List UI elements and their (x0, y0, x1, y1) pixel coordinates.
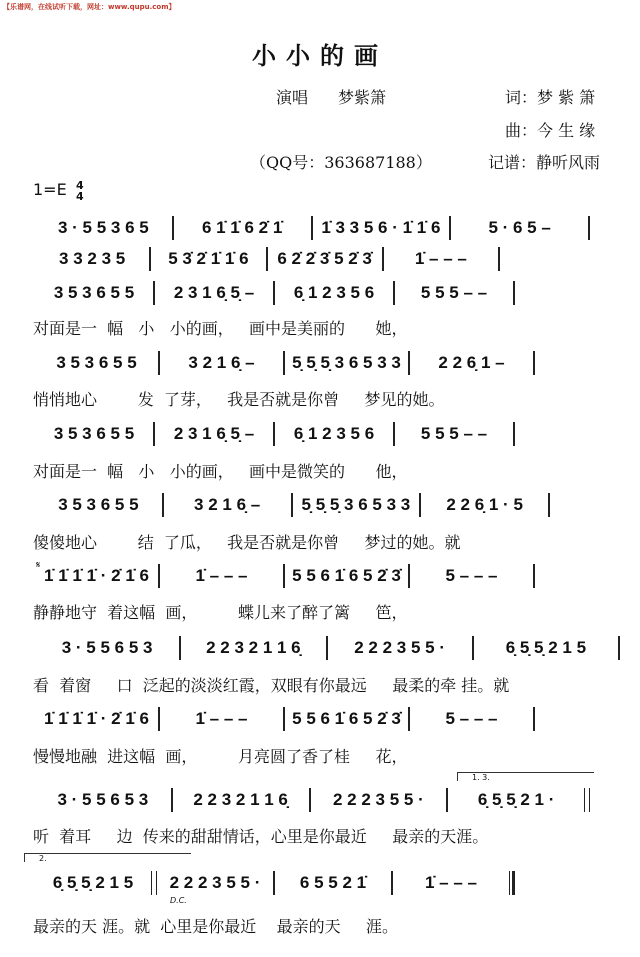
time-signature (76, 180, 84, 202)
measure: 1̇ 1̇ 1̇ 1̇ · 2̇ 1̇ 6 (44, 709, 149, 728)
bar-line (509, 871, 515, 895)
lyric-line: 看 着窗 口 泛起的淡淡红霞，双眼有你最远 最柔的牵 挂。就 (33, 676, 510, 695)
measure: 2 2 2 3 5 5 · (354, 638, 445, 657)
measure: 6̣ 5̣ 5̣ 2 1 · (477, 790, 555, 809)
music-row (35, 215, 590, 241)
measure: 3 5 3 6 5 5 (56, 353, 137, 372)
music-row (35, 635, 620, 661)
lyric-line: 傻傻地心 结 了瓜， 我是否就是你曾 梦过的她。就 (33, 533, 461, 552)
measure: 5̣ 5̣ 5̣ 3 6 5 3 3 (292, 353, 401, 372)
time-sig-top: 4 (76, 179, 84, 192)
bar-line (548, 493, 550, 517)
measure: 2 2 3 2 1 1 6̣ (206, 638, 301, 657)
measure: 5 5 6 1̇ 6 5 2̇ 3̇ (292, 566, 401, 585)
measure: 5 3̇ 2̇ 1̇ 1̇ 6 (168, 249, 249, 268)
music-row (35, 246, 500, 272)
measure: 1̇ – – – (195, 709, 248, 728)
composer: 曲：今 生 缘 (505, 121, 596, 140)
measure: 2 2 2 3 5 5 · (333, 790, 424, 809)
music-row (35, 421, 515, 447)
measure: 5 5 6 1̇ 6 5 2̇ 3̇ (292, 709, 401, 728)
measure: 3 · 5 5 6 5 3 (61, 638, 153, 657)
da-capo-mark: D.C. (170, 896, 187, 905)
measure: 3 5 3 6 5 5 (53, 424, 135, 443)
measure: 2 2 6̣ 1 · 5 (446, 495, 523, 514)
lyric-line: 对面是一 幅 小 小的画， 画中是美丽的 她， (33, 319, 408, 338)
bar-line (533, 564, 535, 588)
singer: 梦紫箫 (338, 88, 387, 107)
bar-line (618, 636, 620, 660)
measure: 6̣ 1 2 3 5 6 (293, 283, 375, 302)
measure: 5 5 5 – – (420, 283, 488, 302)
qq-number: （QQ号：363687188） (250, 153, 432, 172)
music-row (35, 492, 550, 518)
measure: 1̇ – – – (414, 249, 467, 268)
lyric-line: 慢慢地融 进这幅 画， 月亮圆了香了桂 花， (33, 747, 408, 766)
bar-line (533, 351, 535, 375)
measure: 6 2̇ 2̇ 3̇ 5 2̇ 3̇ (277, 249, 372, 268)
measure: 3 5 3 6 5 5 (53, 283, 135, 302)
bar-line (513, 281, 515, 305)
singer-label: 演唱 (276, 88, 309, 107)
bar-line (584, 788, 590, 812)
measure: 6 5 5 2 1̇ (299, 873, 367, 892)
measure: 3 · 5 5 3 6 5 (58, 218, 149, 237)
lyric-line: 静静地守 着这幅 画， 蝶儿来了醉了篱 笆， (33, 603, 408, 622)
measure: 6̣ 5̣ 5̣ 2 1 5 (52, 873, 134, 892)
transcriber: 记谱：静听风雨 (488, 153, 601, 172)
measure: 3 · 5 5 6 5 3 (57, 790, 149, 809)
watermark: 【乐谱网，在线试听下载，网址：www.qupu.com】 (3, 3, 176, 11)
bar-line (498, 247, 500, 271)
music-row (35, 350, 535, 376)
key-signature: 1=E (33, 180, 67, 199)
measure: 5̣ 5̣ 5̣ 3 6 5 3 3 (301, 495, 411, 514)
segno-sign: 𝄋 (36, 560, 41, 571)
measure: 3 5 3 6 5 5 (58, 495, 139, 514)
bar-line (513, 422, 515, 446)
measure: 6 1̇ 1̇ 6 2̇ 1̇ (201, 218, 283, 237)
measure: 6̣ 5̣ 5̣ 2 1 5 (505, 638, 587, 657)
measure: 1̇ – – – (195, 566, 248, 585)
lyric-line: 对面是一 幅 小 小的画， 画中是微笑的 他， (33, 462, 408, 481)
lyricist: 词：梦 紫 箫 (505, 88, 596, 107)
measure: 2 2 2 3 5 5 · (169, 873, 261, 892)
measure: 5 – – – (445, 709, 498, 728)
time-sig-bottom: 4 (76, 190, 84, 203)
measure: 3 2 1 6̣ – (194, 495, 261, 514)
volta-2: 2. (24, 853, 191, 862)
measure: 5 · 6 5 – (488, 218, 551, 237)
music-row (35, 787, 590, 813)
song-title: 小小的画 (252, 41, 388, 70)
measure: 1̇ – – – (425, 873, 477, 892)
measure: 6̣ 1 2 3 5 6 (293, 424, 375, 443)
music-row (35, 870, 515, 896)
music-row (35, 706, 535, 732)
music-row (35, 563, 535, 589)
measure: 2 3 1 6̣ 5̣ – (173, 283, 255, 302)
measure: 2 2 3 2 1 1 6̣ (193, 790, 288, 809)
lyric-line: 听 着耳 边 传来的甜甜情话，心里是你最近 最亲的天涯。 (33, 827, 489, 846)
bar-line (588, 216, 590, 240)
measure: 3 3 2 3 5 (59, 249, 126, 268)
measure: 2 3 1 6̣ 5̣ – (173, 424, 255, 443)
lyric-line: 最亲的天 涯。就 心里是你最近 最亲的天 涯。 (33, 917, 399, 936)
measure: 3 2 1 6̣ – (188, 353, 255, 372)
bar-line (533, 707, 535, 731)
measure: 1̇ 1̇ 1̇ 1̇ · 2̇ 1̇ 6 (44, 566, 149, 585)
lyric-line: 悄悄地心 发 了芽， 我是否就是你曾 梦见的她。 (33, 390, 445, 409)
measure: 5 – – – (445, 566, 498, 585)
measure: 5 5 5 – – (420, 424, 488, 443)
measure: 1̇ 3 3 5 6 · 1̇ 1̇ 6 (321, 218, 441, 237)
measure: 2 2 6̣ 1 – (438, 353, 505, 372)
music-row (35, 280, 515, 306)
volta-1-3: 1. 3. (457, 772, 594, 781)
